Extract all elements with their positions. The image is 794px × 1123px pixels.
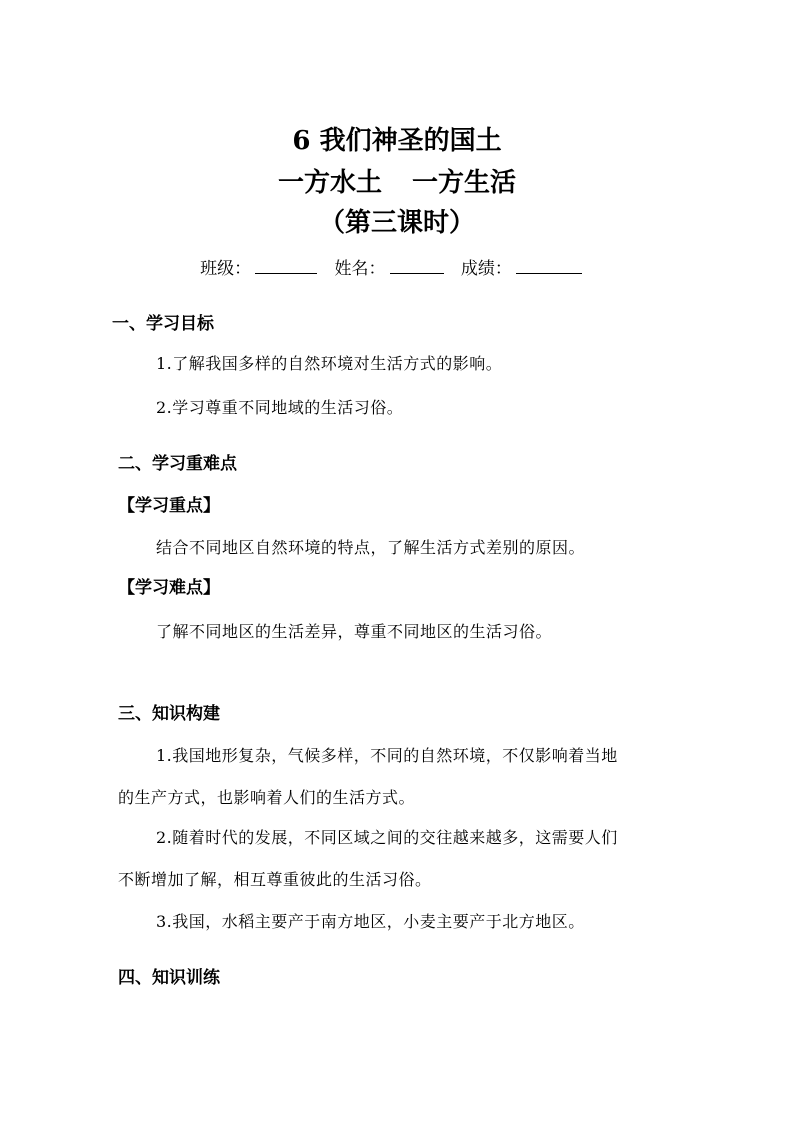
lesson-title: 6 我们神圣的国土 <box>292 126 502 156</box>
key-point-label: 【学习重点】 <box>118 496 220 516</box>
key-point-text: 结合不同地区自然环境的特点，了解生活方式差别的原因。 <box>156 538 586 557</box>
subtitle-part-2: 一方生活 <box>412 168 517 198</box>
goal-item-2: 2.学习尊重不同地域的生活习俗。 <box>156 398 404 417</box>
class-blank[interactable] <box>255 255 317 274</box>
score-blank[interactable] <box>516 255 582 274</box>
knowledge-p1-line1: 1.我国地形复杂，气候多样，不同的自然环境，不仅影响着当地 <box>156 746 618 765</box>
knowledge-p1-line2: 的生产方式，也影响着人们的生活方式。 <box>118 788 416 807</box>
section-heading-goals: 一、学习目标 <box>112 314 214 334</box>
goal-item-1: 1.了解我国多样的自然环境对生活方式的影响。 <box>156 354 503 373</box>
section-heading-key-points: 二、学习重难点 <box>118 454 237 474</box>
difficult-point-text: 了解不同地区的生活差异，尊重不同地区的生活习俗。 <box>156 622 553 641</box>
knowledge-p2-line1: 2.随着时代的发展，不同区域之间的交往越来越多，这需要人们 <box>156 828 618 847</box>
score-label: 成绩： <box>460 259 512 279</box>
lesson-period: （第三课时） <box>318 208 475 238</box>
name-blank[interactable] <box>390 255 444 274</box>
knowledge-p3: 3.我国，水稻主要产于南方地区，小麦主要产于北方地区。 <box>156 912 585 931</box>
student-info-row <box>0 255 794 281</box>
lesson-subtitle <box>0 166 794 200</box>
difficult-point-label: 【学习难点】 <box>118 578 220 598</box>
subtitle-part-1: 一方水土 <box>277 168 382 198</box>
name-label: 姓名： <box>334 259 386 279</box>
knowledge-p2-line2: 不断增加了解，相互尊重彼此的生活习俗。 <box>118 870 432 889</box>
section-heading-training: 四、知识训练 <box>118 968 220 988</box>
class-label: 班级： <box>200 259 252 279</box>
section-heading-knowledge: 三、知识构建 <box>118 704 220 724</box>
